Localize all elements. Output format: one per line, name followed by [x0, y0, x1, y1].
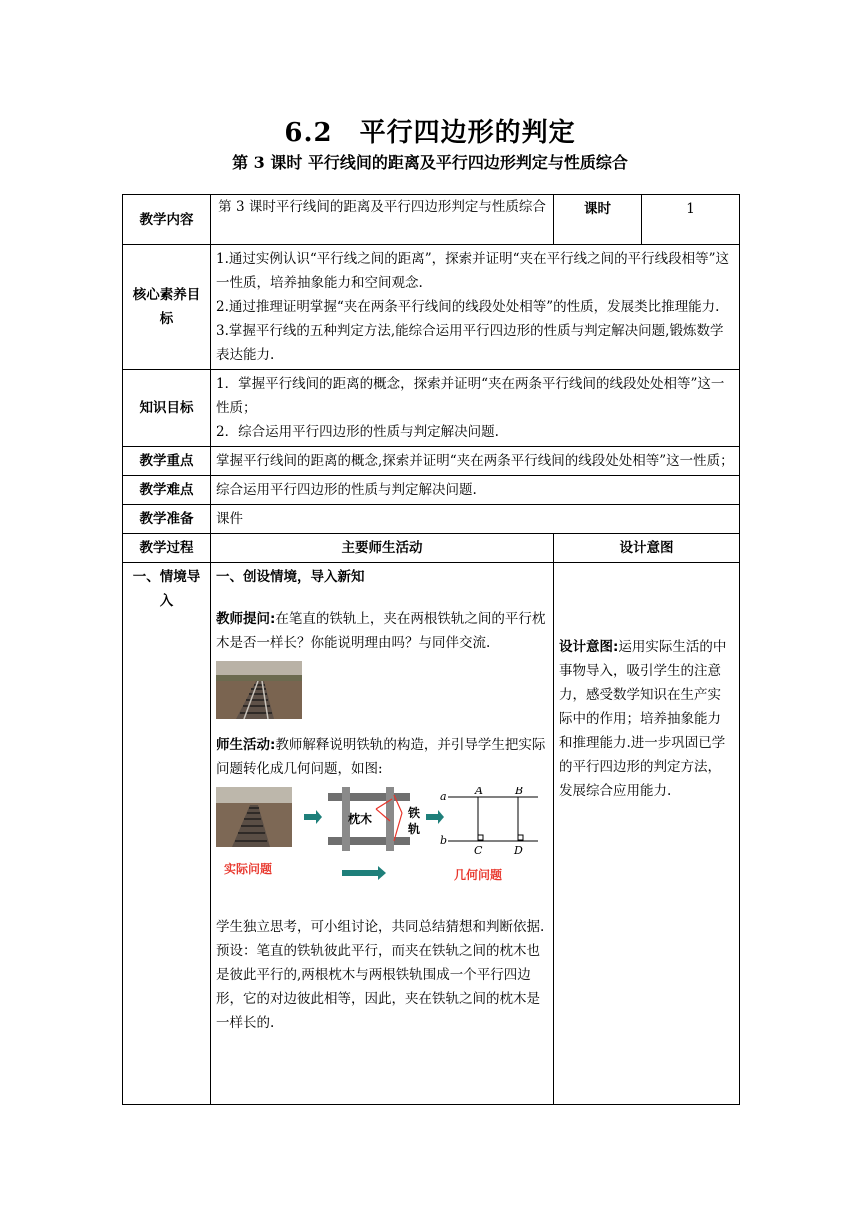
arrow-icon — [426, 810, 444, 824]
content-value: 第 3 课时平行线间的距离及平行四边形判定与性质综合 — [211, 195, 554, 245]
line-b-label: b — [440, 834, 448, 847]
arrow-icon — [342, 866, 386, 880]
sleeper-label: 枕木 — [348, 812, 373, 826]
difficulty-value: 综合运用平行四边形的性质与判定解决问题. — [211, 476, 740, 505]
content-label: 教学内容 — [123, 195, 211, 245]
prep-value: 课件 — [211, 505, 740, 534]
rail-to-geometry-diagram — [216, 787, 538, 889]
knowledge-goals — [211, 370, 740, 447]
process-header: 教学过程 — [123, 534, 211, 563]
teacher-question — [216, 607, 548, 655]
point-a-label: A — [475, 787, 483, 797]
section1-label: 一、情境导入 — [123, 563, 211, 1105]
section1-heading: 一、创设情境，导入新知 — [216, 569, 365, 585]
core-item: 1.通过实例认识“平行线之间的距离”，探索并证明“夹在平行线之间的平行线段相等”这一性质，培养抽象能力和空间观念. — [216, 251, 729, 291]
diagram-rail-photo — [216, 787, 292, 847]
design-intent-label: 设计意图: — [559, 639, 619, 655]
point-d-label: D — [514, 844, 523, 857]
rail-label-2: 轨 — [408, 822, 421, 836]
key-value: 掌握平行线间的距离的概念,探索并证明“夹在两条平行线间的线段处处相等”这一性质； — [211, 447, 740, 476]
core-goals — [211, 245, 740, 370]
knowledge-label: 知识目标 — [123, 370, 211, 447]
design-header: 设计意图 — [554, 534, 740, 563]
actual-problem-label: 实际问题 — [224, 862, 273, 876]
key-label: 教学重点 — [123, 447, 211, 476]
core-item: 2.通过推理证明掌握“夹在两条平行线间的线段处处相等”的性质，发展类比推理能力. — [216, 299, 720, 315]
geometry-figure — [448, 797, 538, 841]
line-a-label: a — [440, 790, 447, 803]
lesson-plan-table — [122, 194, 740, 1105]
design-cell — [554, 563, 740, 1105]
difficulty-label: 教学难点 — [123, 476, 211, 505]
page-subtitle: 第 3 课时 平行线间的距离及平行四边形判定与性质综合 — [232, 153, 628, 172]
page-title: 6.2 平行四边形的判定 — [284, 118, 576, 148]
activity-header: 主要师生活动 — [211, 534, 554, 563]
period-value: 1 — [642, 195, 740, 245]
geometry-problem-label: 几何问题 — [454, 868, 503, 882]
period-label: 课时 — [554, 195, 642, 245]
point-c-label: C — [474, 844, 483, 857]
activity-label: 师生活动: — [216, 737, 276, 753]
teacher-q-text: 在笔直的铁轨上，夹在两根铁轨之间的平行枕木是否一样长？你能说明理由吗？与同伴交流. — [216, 611, 546, 651]
activity-description — [216, 733, 548, 781]
rail-label-1: 铁 — [408, 806, 421, 820]
preset-text: 预设：笔直的铁轨彼此平行，而夹在铁轨之间的枕木也是彼此平行的,两根枕木与两根铁轨围成一个平行四边形，它的对边彼此相等，因此，夹在铁轨之间的枕木是一样长的. — [216, 943, 540, 1031]
knowledge-item: 2．综合运用平行四边形的性质与判定解决问题. — [216, 424, 499, 440]
activity-cell — [211, 563, 554, 1105]
railway-photo — [216, 661, 302, 719]
arrow-icon — [304, 810, 322, 824]
think-text: 学生独立思考，可小组讨论，共同总结猜想和判断依据. — [216, 919, 545, 935]
core-item: 3.掌握平行线的五种判定方法,能综合运用平行四边形的性质与判定解决问题,锻炼数学表达能力. — [216, 323, 724, 363]
design-intent — [559, 635, 734, 803]
design-intent-text: 运用实际生活的中事物导入，吸引学生的注意力，感受数学知识在生产实际中的作用；培养抽象能力和推理能力.进一步巩固已学的平行四边形的判定方法，发展综合应用能力. — [559, 639, 727, 799]
teacher-q-label: 教师提问: — [216, 611, 276, 627]
knowledge-item: 1．掌握平行线间的距离的概念，探索并证明“夹在两条平行线间的线段处处相等”这一性质； — [216, 376, 725, 416]
activity-text: 教师解释说明铁轨的构造，并引导学生把实际问题转化成几何问题，如图: — [216, 737, 546, 777]
point-b-label: B — [515, 787, 524, 797]
prep-label: 教学准备 — [123, 505, 211, 534]
core-label: 核心素养目标 — [123, 245, 211, 370]
